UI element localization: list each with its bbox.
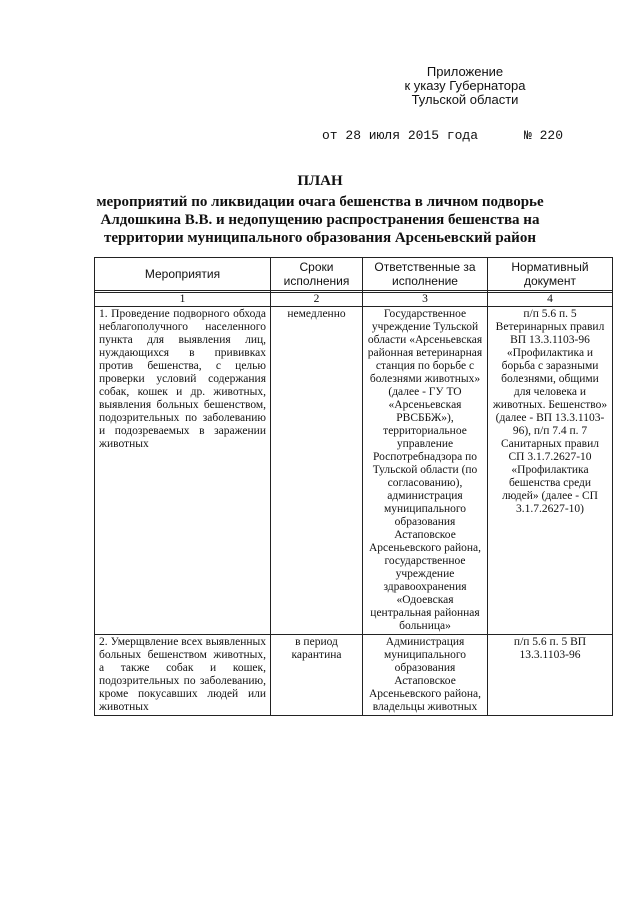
responsible-cell: Администрация муниципального образования Астаповское Арсеньевского района, владельцы животных xyxy=(363,635,488,716)
deadline-cell: немедленно xyxy=(271,307,363,635)
column-number: 2 xyxy=(271,293,363,307)
measure-cell: 1. Проведение подворного обхода неблагополучного населенного пункта для выявления лиц, нуждающихся в прививках против бешенства, с целью проверки условий содержания собак, кошек и др. животных, выявления больных бешенством, подозрительных по заболеванию и подозреваемых в заражении животных xyxy=(95,307,271,635)
plan-heading: ПЛАН xyxy=(297,173,343,189)
table-header-row xyxy=(95,258,613,291)
plan-table xyxy=(94,257,613,716)
column-header-measures: Мероприятия xyxy=(95,258,271,291)
column-header-responsible: Ответственные за исполнение xyxy=(363,258,488,291)
plan-subtitle: мероприятий по ликвидации очага бешенства в личном подворье Алдошкина В.В. и недопущению распространения бешенства на территории муниципального образования Арсеньевский район xyxy=(96,194,544,246)
appendix-block xyxy=(380,65,550,107)
document-cell: п/п 5.6 п. 5 ВП 13.3.1103-96 xyxy=(488,635,613,716)
column-number: 1 xyxy=(95,293,271,307)
plan-title xyxy=(60,172,580,247)
decree-number: № 220 xyxy=(524,128,564,143)
appendix-line: Приложение xyxy=(426,64,504,79)
column-number: 3 xyxy=(363,293,488,307)
responsible-cell: Государственное учреждение Тульской области «Арсеньевская районная ветеринарная станция по борьбе с болезнями животных» (далее - ГУ ТО «Арсеньевская РВСББЖ»), территориальное управление Роспотребнадзора по Тульской области (по согласованию), администрация муниципального образования Астаповское Арсеньевского района, государственное учреждение здравоохранения «Одоевская центральная районная больница» xyxy=(363,307,488,635)
column-number: 4 xyxy=(488,293,613,307)
measure-cell: 2. Умерщвление всех выявленных больных бешенством животных, а также собак и кошек, подозрительных по заболеванию, кроме покусавших людей или животных xyxy=(95,635,271,716)
appendix-line: Тульской области xyxy=(411,92,519,107)
document-cell: п/п 5.6 п. 5 Ветеринарных правил ВП 13.3.1103-96 «Профилактика и борьба с заразными болезнями, общими для человека и животных. Бешенство» (далее - ВП 13.3.1103-96), п/п 7.4 п. 7 Санитарных правил СП 3.1.7.2627-10 «Профилактика бешенства среди людей» (далее - СП 3.1.7.2627-10) xyxy=(488,307,613,635)
decree-date: от 28 июля 2015 года xyxy=(322,128,479,143)
appendix-line: к указу Губернатора xyxy=(404,78,526,93)
table-row xyxy=(95,635,613,716)
column-header-deadline: Сроки исполнения xyxy=(271,258,363,291)
column-header-document: Нормативный документ xyxy=(488,258,613,291)
table-row xyxy=(95,307,613,635)
deadline-cell: в период карантина xyxy=(271,635,363,716)
column-numbers-row xyxy=(95,293,613,307)
